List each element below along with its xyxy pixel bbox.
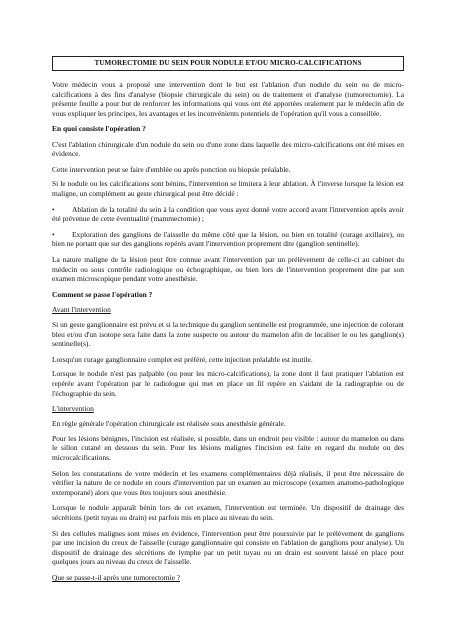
document-page xyxy=(52,56,404,588)
body-paragraph: Selon les constatations de votre médecin et les examens complémentaires déjà réalisés, il peut être nécessaire de vérifier la nature de ce nodule en cours d'intervention par un examen au microscope (examen anatomo-pathologique extemporané) alors que vous êtes toujours sous anesthésie. xyxy=(52,468,404,497)
bullet-item xyxy=(52,205,404,224)
bullet-icon: • xyxy=(52,229,55,239)
body-paragraph: Pour les lésions bénignes, l'incision est réalisée, si possible, dans un endroit peu visible : autour du mamelon ou dans le sillon cutané en dessous du sein. Pour les lésions malignes l'incision est faite en regard du nodule ou des microcalcifications. xyxy=(52,433,404,462)
section-heading: Comment se passe l'opération ? xyxy=(52,290,153,300)
body-paragraph: Lorsque le nodule n'est pas palpable (ou pour les micro-calcifications), la zone dont il faut pratiquer l'ablation est repérée avant l'opération par le radiologue qui met en place un fil repère en s'aidant de la radiographie ou de l'échographie du sein. xyxy=(52,369,404,398)
body-paragraph: Lorsque le nodule apparaît bénin lors de cet examen, l'intervention est terminée. Un dispositif de drainage des sécrétions (petit tuyau ou drain) est parfois mis en place au niveau du sein. xyxy=(52,503,404,522)
bullet-text: Exploration des ganglions de l'aisselle du même côté que la lésion, ou bien en totalité (curage axillaire), ou bien ne portant que sur des ganglions repérés avant l'intervention proprement dite (ganglion sentinelle). xyxy=(52,229,404,249)
intro-paragraph: Votre médecin vous a proposé une intervention dont le but est l'ablation d'un nodule du sein ou de micro-calcifications à des fins d'analyse (biopsie chirurgicale du sein) ou de traitement et d'analyse (tumorectomie). La présente feuille a pour but de renforcer les informations qui vous ont été apportées oralement par le médecin afin de vous expliquer les principes, les avantages et les inconvénients potentiels de l'opération qu'il vous a conseillée. xyxy=(52,80,404,118)
bullet-icon: • xyxy=(52,204,55,214)
document-title: TUMORECTOMIE DU SEIN POUR NODULE ET/OU MICRO-CALCIFICATIONS xyxy=(52,56,404,71)
bullet-text: Ablation de la totalité du sein à la condition que vous ayez donné votre accord avant l'intervention après avoir été prévenue de cette éventualité (mammectomie) ; xyxy=(52,204,404,224)
section-heading: En quoi consiste l'opération ? xyxy=(52,124,146,134)
body-paragraph: En règle générale l'opération chirurgicale est réalisée sous anesthésie générale. xyxy=(52,419,286,429)
body-paragraph: Si le nodule ou les calcifications sont bénins, l'intervention se limitera à leur ablation. À l'inverse lorsque la lésion est maligne, un complément au geste chirurgical peut être décidé : xyxy=(52,179,404,198)
body-paragraph: La nature maligne de la lésion peut être connue avant l'intervention par un prélèvement de celle-ci au cabinet du médecin ou sous contrôle radiologique ou échographique, ou bien lors de l'intervention proprement dite par son examen microscopique pendant votre anesthésie. xyxy=(52,255,404,284)
subsection-heading: Avant l'intervention xyxy=(52,305,111,315)
body-paragraph: Si des cellules malignes sont mises en évidence, l'intervention peut être poursuivie par le prélèvement de ganglions par une incision du creux de l'aisselle (curage ganglionnaire qui consiste en l'ablation de ganglions pour analyse). Un dispositif de drainage des sécrétions de lymphe par un petit tuyau ou un drain est souvent laissé en place pour quelques jours au niveau du creux de l'aisselle. xyxy=(52,528,404,567)
body-paragraph: Lorsqu'un curage ganglionnaire complet est préféré, cette injection préalable est inutile. xyxy=(52,354,313,364)
subsection-heading: L'intervention xyxy=(52,404,94,414)
body-paragraph: C'est l'ablation chirurgicale d'un nodule du sein ou d'une zone dans laquelle des micro-calcifications ont été mises en évidence. xyxy=(52,139,404,159)
bullet-item xyxy=(52,230,404,249)
body-paragraph: Cette intervention peut se faire d'emblée ou après ponction ou biopsie préalable. xyxy=(52,164,291,174)
subsection-heading: Que se passe-t-il après une tumorectomie ? xyxy=(52,573,181,583)
body-paragraph: Si un geste ganglionnaire est prévu et si la technique du ganglion sentinelle est programmée, une injection de colorant bleu et/ou d'un isotope sera faite dans la zone suspecte ou autour du mamelon afin de localiser le ou les ganglion(s) sentinelle(s). xyxy=(52,320,404,349)
